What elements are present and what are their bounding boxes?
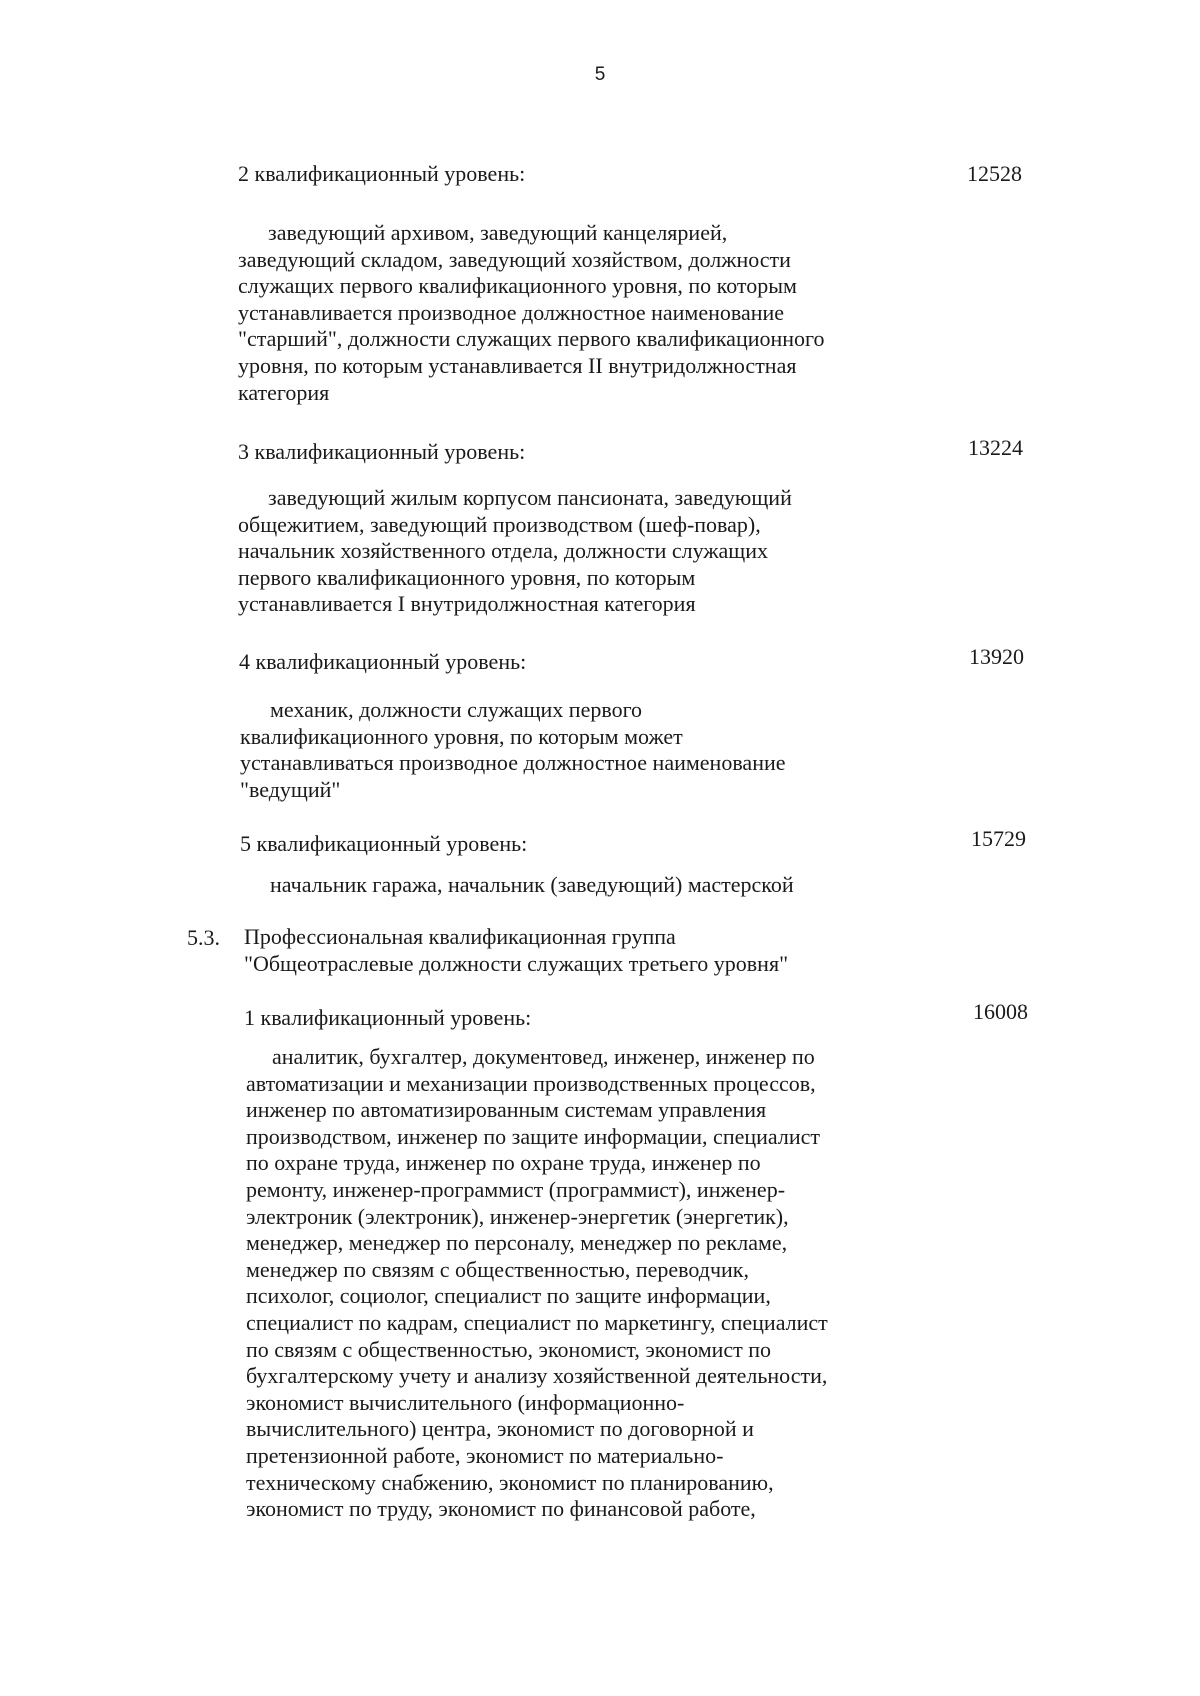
position-line: специалист по кадрам, специалист по маркетингу, специалист xyxy=(246,1309,828,1335)
position-line: заведующий складом, заведующий хозяйством, должности xyxy=(238,246,791,272)
position-line: "ведущий" xyxy=(240,776,341,802)
level-2-label: 2 квалификационный уровень: xyxy=(238,161,526,186)
position-line: экономист вычислительного (информационно- xyxy=(246,1389,685,1415)
position-line: механик, должности служащих первого xyxy=(270,697,643,722)
position-line: производством, инженер по защите информации, специалист xyxy=(246,1123,820,1149)
level-3-positions xyxy=(238,485,792,618)
position-line: квалификационного уровня, по которым может xyxy=(240,723,683,749)
level-4-label: 4 квалификационный уровень: xyxy=(239,649,527,674)
position-line: ремонту, инженер-программист (программист), инженер- xyxy=(246,1176,786,1202)
position-line: претензионной работе, экономист по материально- xyxy=(246,1442,724,1468)
position-line: устанавливаться производное должностное наименование xyxy=(240,750,786,776)
level-5-positions xyxy=(240,872,794,899)
position-line: по связям с общественностью, экономист, экономист по xyxy=(246,1336,772,1362)
level-5-label: 5 квалификационный уровень: xyxy=(240,831,528,856)
group-title xyxy=(244,924,788,977)
group-title-line: Профессиональная квалификационная группа xyxy=(244,924,676,949)
position-line: бухгалтерскому учету и анализу хозяйственной деятельности, xyxy=(246,1363,828,1389)
position-line: общежитием, заведующий производством (шеф-повар), xyxy=(238,511,761,537)
position-line: по охране труда, инженер по охране труда, инженер по xyxy=(246,1150,761,1176)
position-line: категория xyxy=(238,379,330,405)
position-line: служащих первого квалификационного уровня, по которым xyxy=(238,273,797,299)
level-3-salary: 13224 xyxy=(968,435,1023,460)
group-number: 5.3. xyxy=(187,925,220,950)
group-level-1-salary: 16008 xyxy=(973,999,1028,1024)
position-line: "старший", должности служащих первого квалификационного xyxy=(238,326,825,352)
position-line: психолог, социолог, специалист по защите информации, xyxy=(246,1283,771,1309)
position-line: устанавливается I внутридолжностная категория xyxy=(238,591,696,617)
level-2-salary: 12528 xyxy=(967,161,1022,186)
position-line: аналитик, бухгалтер, документовед, инженер, инженер по xyxy=(272,1044,815,1069)
group-level-1-label: 1 квалификационный уровень: xyxy=(244,1005,532,1030)
position-line: уровня, по которым устанавливается II внутридолжностная xyxy=(238,352,797,378)
position-line: инженер по автоматизированным системам управления xyxy=(246,1097,767,1123)
position-line: начальник хозяйственного отдела, должности служащих xyxy=(238,538,769,564)
level-4-positions xyxy=(240,697,786,803)
position-line: вычислительного) центра, экономист по договорной и xyxy=(246,1416,754,1442)
page-number: 5 xyxy=(594,64,606,85)
level-5-salary: 15729 xyxy=(971,826,1026,851)
position-line: заведующий архивом, заведующий канцелярией, xyxy=(268,220,728,245)
position-line: техническому снабжению, экономист по планированию, xyxy=(246,1469,774,1495)
position-line: устанавливается производное должностное наименование xyxy=(238,299,785,325)
group-level-1-positions xyxy=(246,1044,828,1523)
level-4-salary: 13920 xyxy=(969,644,1024,669)
level-2-positions xyxy=(238,220,825,406)
position-line: экономист по труду, экономист по финансовой работе, xyxy=(246,1496,756,1522)
position-line: менеджер по связям с общественностью, переводчик, xyxy=(246,1256,749,1282)
position-line: автоматизации и механизации производственных процессов, xyxy=(246,1070,816,1096)
position-line: менеджер, менеджер по персоналу, менеджер по рекламе, xyxy=(246,1230,788,1256)
position-line: первого квалификационного уровня, по которым xyxy=(238,564,696,590)
group-title-line: "Общеотраслевые должности служащих третьего уровня" xyxy=(244,950,789,976)
position-line: заведующий жилым корпусом пансионата, заведующий xyxy=(268,485,792,510)
position-line: начальник гаража, начальник (заведующий) мастерской xyxy=(270,872,794,897)
position-line: электроник (электроник), инженер-энергетик (энергетик), xyxy=(246,1203,789,1229)
level-3-label: 3 квалификационный уровень: xyxy=(238,439,526,464)
